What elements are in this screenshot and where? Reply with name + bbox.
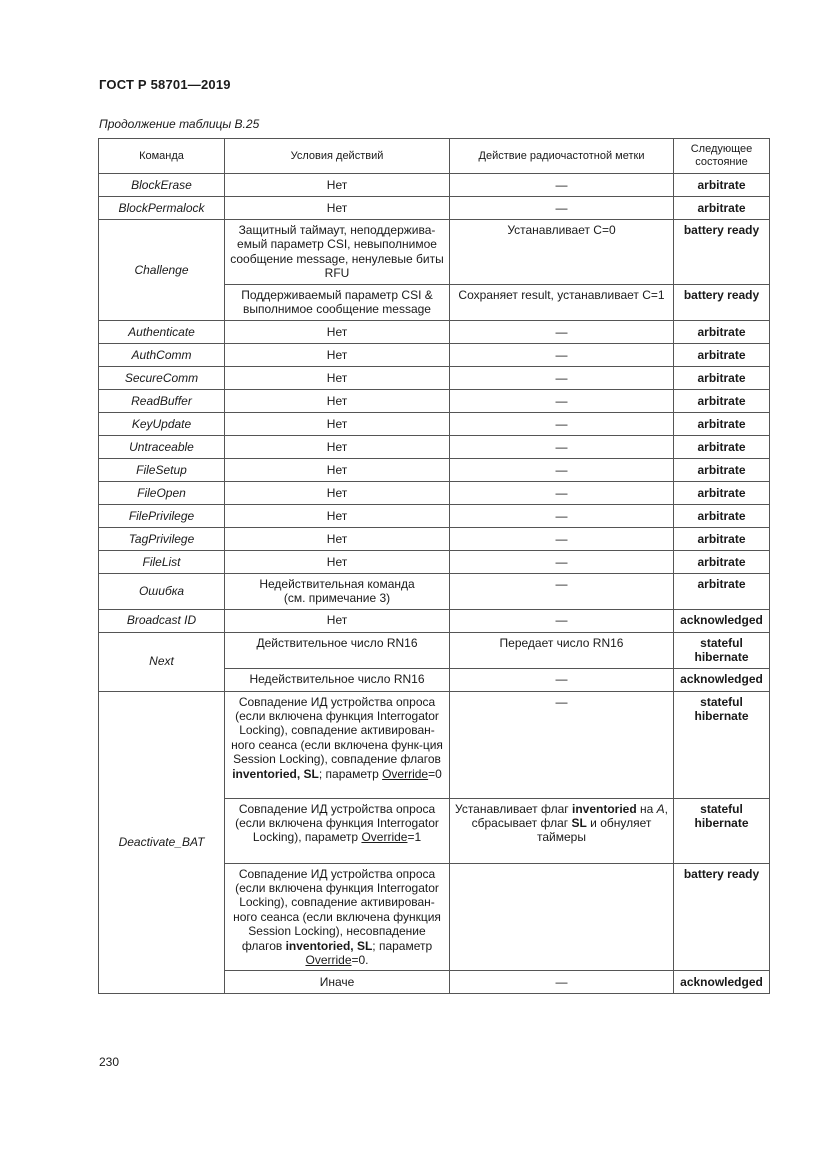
flag-name: inventoried, SL [232,766,319,781]
state-cell: arbitrate [674,481,770,504]
state-text: hibernate [694,709,749,724]
action-cell: — [450,504,674,527]
column-header-action: Действие радиочастотной метки [450,139,674,174]
table-row [99,366,770,389]
parameter-name: Override [361,830,408,845]
condition-text: ; параметр [318,766,383,781]
command-cell: FileSetup [99,458,225,481]
state-cell: arbitrate [674,458,770,481]
flag-name: inventoried [571,801,637,816]
action-cell: — [450,550,674,573]
action-text: и обнуляет таймеры [537,816,652,845]
condition-text: Совпадение ИД устройства опроса (если включена функция Interrogator Locking), совпадение активирован-ного сеанса (если включена функ-ция Session Locking), совпадение флагов [231,694,443,767]
condition-cell: Нет [225,550,450,573]
table-row [99,220,770,285]
command-cell: AuthComm [99,343,225,366]
state-text: stateful [700,635,743,650]
condition-cell: Иначе [225,971,450,994]
table-row [99,343,770,366]
condition-cell: Нет [225,389,450,412]
table-row [99,435,770,458]
action-cell: — [450,481,674,504]
command-cell: TagPrivilege [99,527,225,550]
action-cell: — [450,573,674,609]
action-cell: — [450,389,674,412]
command-cell: BlockPermalock [99,197,225,220]
action-text: , сбрасывает флаг [471,801,668,831]
state-cell: arbitrate [674,504,770,527]
condition-cell [225,691,450,798]
action-cell: — [450,458,674,481]
condition-text: Совпадение ИД устройства опроса (если включена функция Interrogator Locking), параметр [235,801,439,845]
action-cell: — [450,668,674,691]
command-cell: Broadcast ID [99,609,225,632]
state-cell: arbitrate [674,435,770,458]
state-cell: arbitrate [674,527,770,550]
command-cell: ReadBuffer [99,389,225,412]
action-cell: — [450,435,674,458]
action-text: Устанавливает флаг [455,801,572,816]
table-caption: Продолжение таблицы В.25 [99,117,260,131]
condition-cell: Нет [225,197,450,220]
action-cell: — [450,343,674,366]
condition-cell: Действительное число RN16 [225,632,450,668]
condition-cell: Нет [225,320,450,343]
state-cell: arbitrate [674,550,770,573]
command-cell: Next [99,632,225,691]
state-cell: arbitrate [674,197,770,220]
command-cell: Deactivate_BAT [99,691,225,994]
state-text: hibernate [694,650,749,665]
condition-cell: Нет [225,609,450,632]
condition-cell: Нет [225,527,450,550]
column-header-command: Команда [99,139,225,174]
condition-cell: Поддерживаемый параметр CSI & выполнимое сообщение message [225,285,450,321]
state-cell [674,798,770,863]
condition-cell: Нет [225,458,450,481]
column-header-next-state: Следующее состояние [674,139,770,174]
command-cell: SecureComm [99,366,225,389]
parameter-value: =1 [407,830,422,845]
parameter-value: =0 [428,766,442,781]
table-row [99,691,770,798]
action-cell: — [450,971,674,994]
state-cell: arbitrate [674,320,770,343]
state-cell: arbitrate [674,573,770,609]
table-row [99,320,770,343]
action-cell: Устанавливает C=0 [450,220,674,285]
condition-cell: Нет [225,343,450,366]
action-cell: — [450,197,674,220]
action-cell: Передает число RN16 [450,632,674,668]
state-text: stateful [700,801,743,816]
condition-cell [225,863,450,971]
action-text: на [636,801,657,816]
state-cell: arbitrate [674,412,770,435]
column-header-conditions: Условия действий [225,139,450,174]
condition-cell: Нет [225,504,450,527]
condition-cell: Нет [225,412,450,435]
condition-cell: Недействительное число RN16 [225,668,450,691]
table-row [99,527,770,550]
table-row [99,550,770,573]
table-row [99,481,770,504]
condition-cell: Защитный таймаут, неподдержива-емый параметр CSI, невыполнимое сообщение message, ненулевые биты RFU [225,220,450,285]
condition-text: Совпадение ИД устройства опроса (если включена функция Interrogator Locking), совпадение активирован-ного сеанса (если включена функция Session Locking), несовпадение флагов [233,866,441,953]
state-cell: acknowledged [674,971,770,994]
action-cell: — [450,527,674,550]
condition-cell: Нет [225,366,450,389]
condition-cell [225,573,450,609]
command-cell: Authenticate [99,320,225,343]
command-cell: FileList [99,550,225,573]
state-cell: acknowledged [674,609,770,632]
state-cell: battery ready [674,285,770,321]
state-cell [674,691,770,798]
condition-cell: Нет [225,174,450,197]
command-cell: Ошибка [99,573,225,609]
table-row [99,504,770,527]
action-cell: — [450,412,674,435]
table-header-row [99,139,770,174]
condition-text: ; параметр [372,938,433,953]
state-cell [674,632,770,668]
document-header: ГОСТ Р 58701—2019 [99,77,231,92]
condition-text: Недействительная команда [259,576,415,591]
table-row [99,458,770,481]
action-cell: — [450,609,674,632]
action-cell: — [450,691,674,798]
action-cell [450,798,674,863]
page-number: 230 [99,1055,120,1069]
action-cell: — [450,174,674,197]
state-cell: arbitrate [674,366,770,389]
state-transition-table [98,138,770,994]
condition-note: (см. примечание 3) [283,591,391,606]
action-cell: — [450,320,674,343]
command-cell: FileOpen [99,481,225,504]
condition-cell: Нет [225,435,450,458]
table-row [99,389,770,412]
command-cell: Untraceable [99,435,225,458]
table-row [99,174,770,197]
state-cell: battery ready [674,863,770,971]
action-cell: Сохраняет result, устанавливает C=1 [450,285,674,321]
table-row [99,197,770,220]
command-cell: Challenge [99,220,225,321]
table-row [99,609,770,632]
parameter-name: Override [305,953,352,968]
state-cell: arbitrate [674,174,770,197]
table-row [99,412,770,435]
flag-value: A [656,801,665,816]
parameter-name: Override [382,766,429,781]
flag-name: inventoried, SL [285,938,373,953]
action-cell [450,863,674,971]
condition-cell: Нет [225,481,450,504]
state-cell: arbitrate [674,389,770,412]
command-cell: FilePrivilege [99,504,225,527]
command-cell: BlockErase [99,174,225,197]
flag-name: SL [571,816,587,831]
command-cell: KeyUpdate [99,412,225,435]
state-text: stateful [700,694,743,709]
state-text: hibernate [694,816,749,831]
table-row [99,573,770,609]
state-cell: battery ready [674,220,770,285]
parameter-value: =0. [351,953,369,968]
table-row [99,632,770,668]
state-cell: arbitrate [674,343,770,366]
condition-cell [225,798,450,863]
action-cell: — [450,366,674,389]
state-cell: acknowledged [674,668,770,691]
